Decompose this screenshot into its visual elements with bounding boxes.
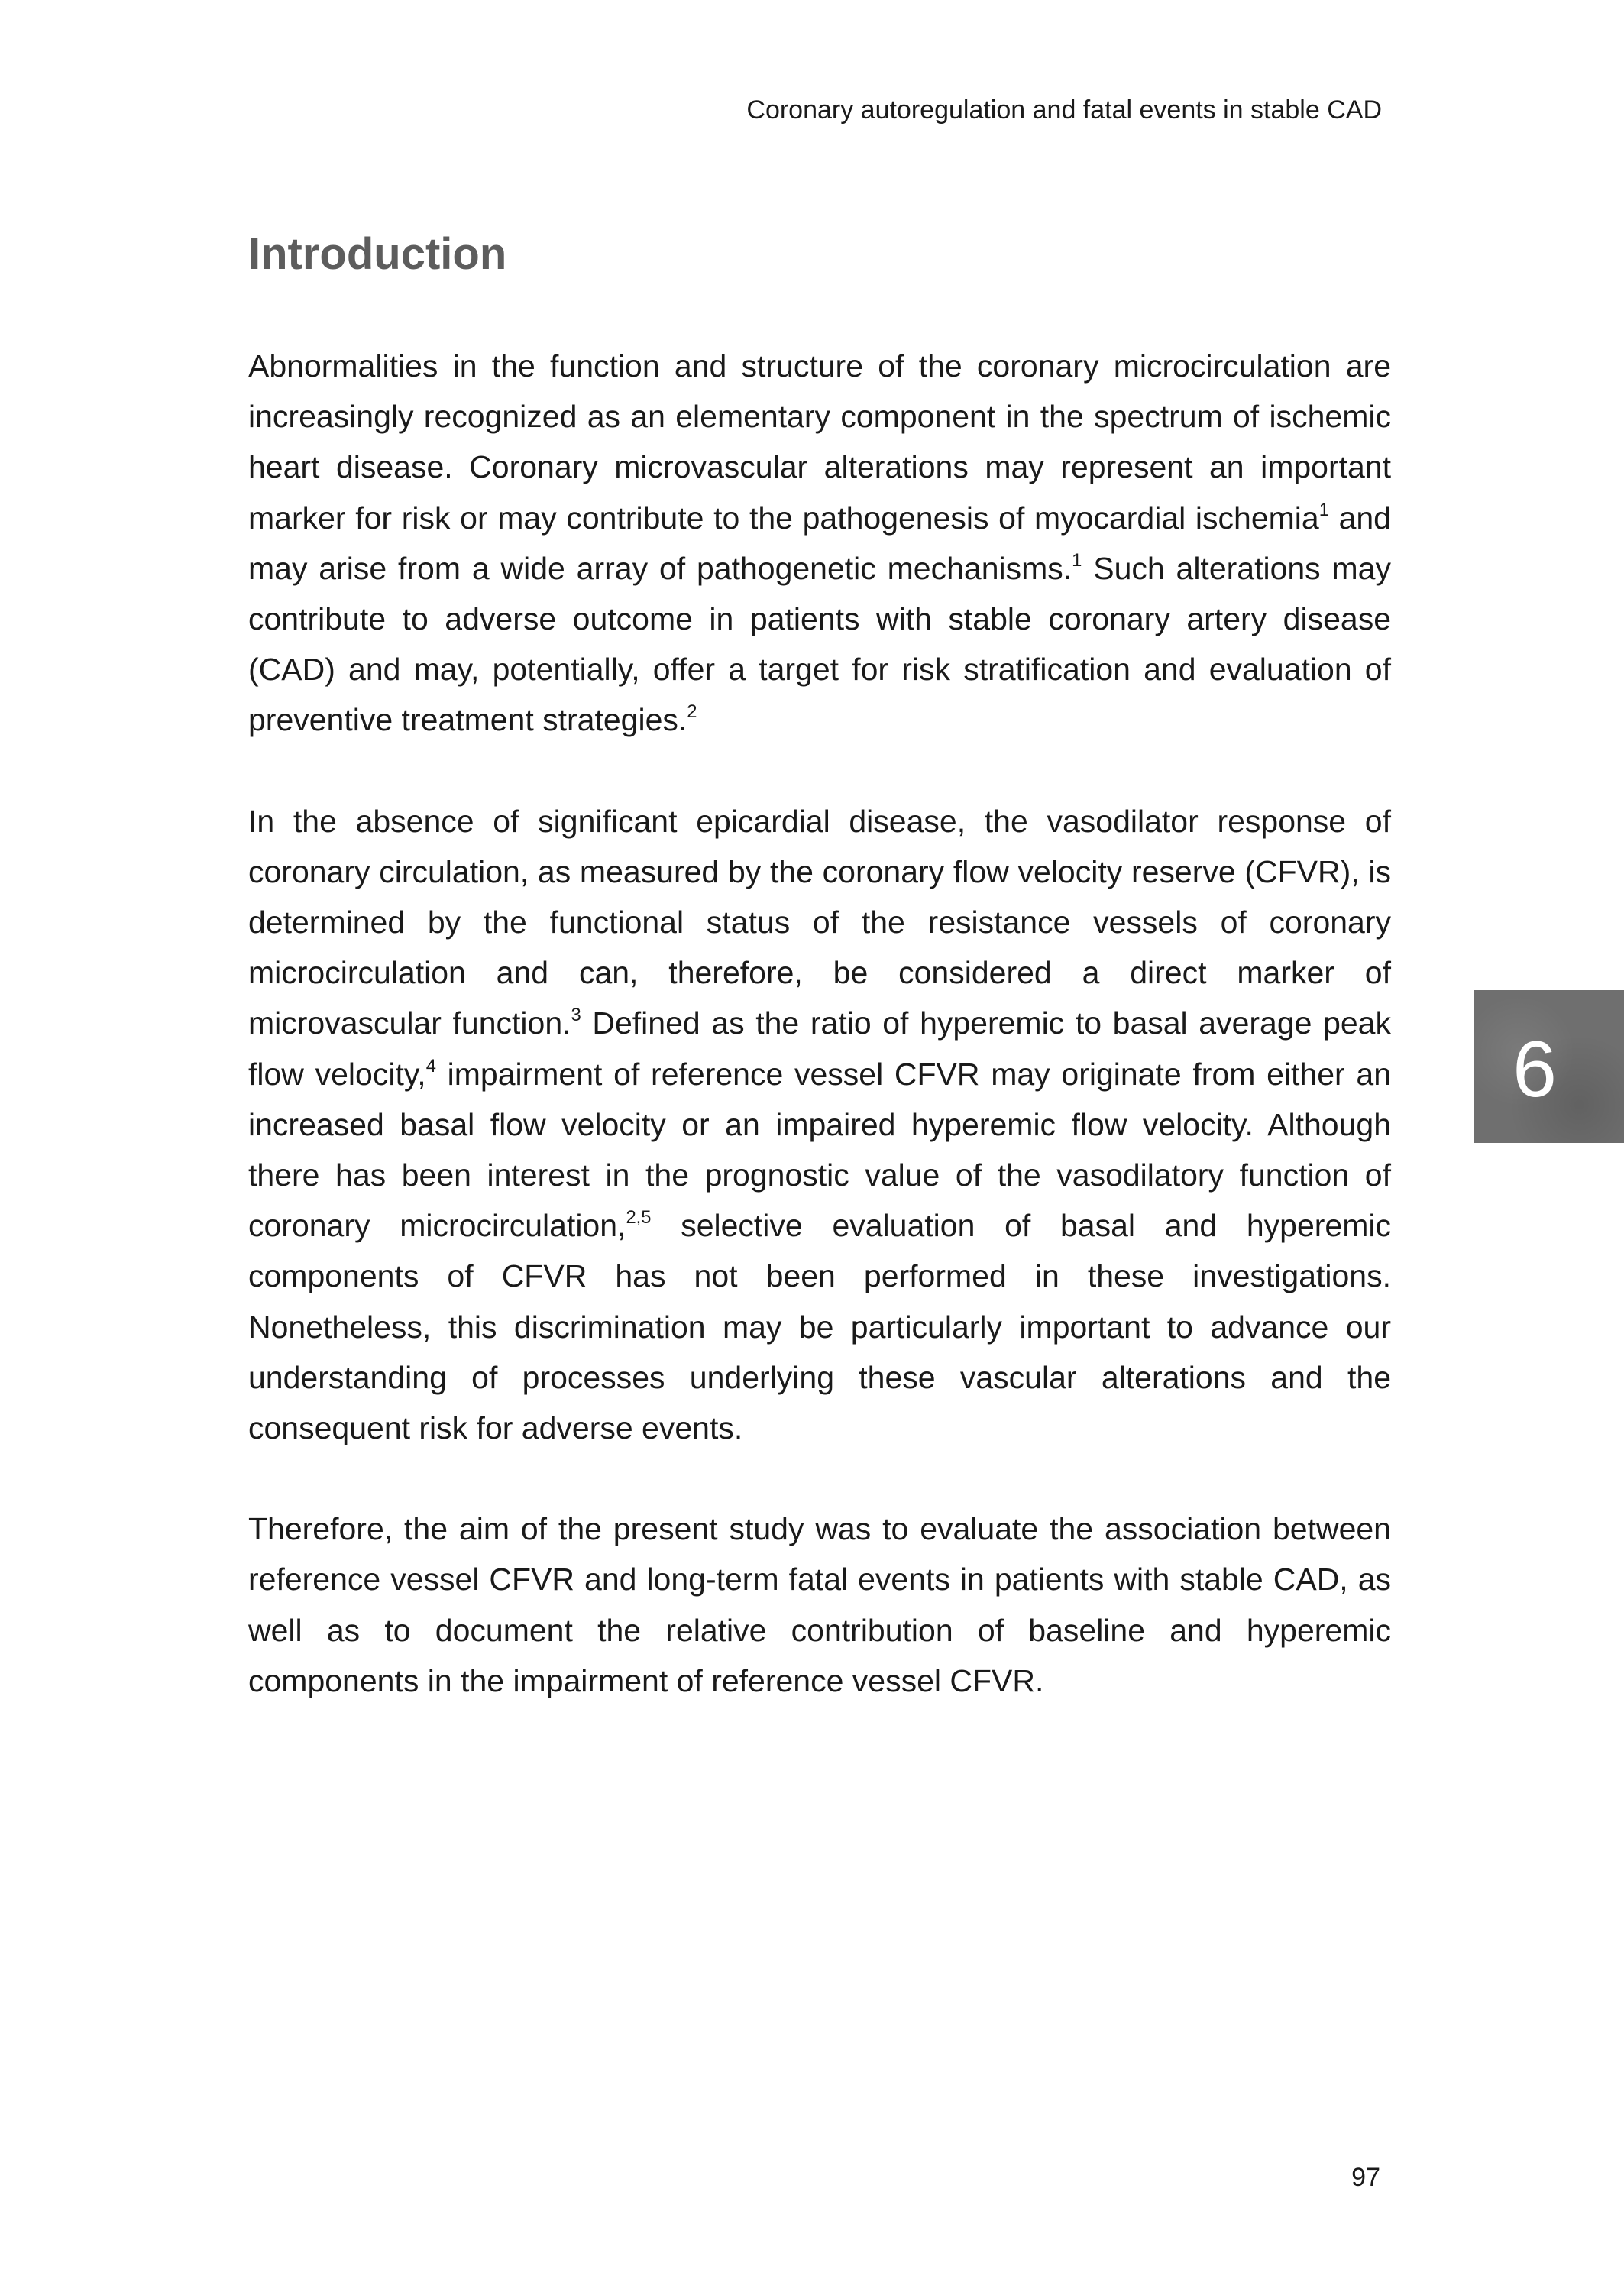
reference-superscript: 1	[1318, 499, 1329, 520]
paragraph-1-text-b: and may arise from a wide array of pathogenetic mechanisms.	[248, 500, 1391, 586]
paragraph-3-text: Therefore, the aim of the present study was to evaluate the association between reference vessel CFVR and long-term fatal events in patients with stable CAD, as well as to document the relative contribution of baseline and hyperemic components in the impairment of reference vessel CFVR.	[248, 1511, 1391, 1698]
chapter-tab	[1474, 990, 1624, 1143]
paragraph-1-text-a: Abnormalities in the function and structure of the coronary microcirculation are increasingly recognized as an elementary component in the spectrum of ischemic heart disease. Coronary microvascular alterations may represent an important marker for risk or may contribute to the pathogenesis of myocardial ischemia	[248, 348, 1391, 536]
paragraph-3	[248, 1504, 1391, 1706]
chapter-number: 6	[1512, 1025, 1557, 1114]
paragraph-2-text-a: In the absence of significant epicardial disease, the vasodilator response of coronary circulation, as measured by the coronary flow velocity reserve (CFVR), is determined by the functional status of the resistance vessels of coronary microcirculation and can, therefore, be considered a direct marker of microvascular function.	[248, 803, 1391, 1041]
paragraph-2-text-c: impairment of reference vessel CFVR may originate from either an increased basal flow velocity or an impaired hyperemic flow velocity. Although there has been interest in the prognostic value of the vasodilatory function of coronary microcirculation,	[248, 1056, 1391, 1244]
reference-superscript: 2,5	[626, 1207, 652, 1229]
page-number: 97	[1351, 2163, 1380, 2192]
paragraph-2	[248, 796, 1391, 1454]
reference-superscript: 2	[687, 701, 697, 723]
paragraph-2-text-b: Defined as the ratio of hyperemic to basal average peak flow velocity,	[248, 1005, 1391, 1092]
paragraph-2-text-d: selective evaluation of basal and hyperemic components of CFVR has not been performed in these investigations. Nonetheless, this discrimination may be particularly important to advance our understanding of processes underlying these vascular alterations and the consequent risk for adverse events.	[248, 1208, 1391, 1446]
body-text	[248, 341, 1391, 1756]
paragraph-1	[248, 341, 1391, 746]
running-header: Coronary autoregulation and fatal events in stable CAD	[746, 96, 1382, 125]
reference-superscript: 4	[425, 1055, 436, 1076]
reference-superscript: 3	[571, 1005, 581, 1026]
paragraph-1-text-c: Such alterations may contribute to adverse outcome in patients with stable coronary artery disease (CAD) and may, potentially, offer a target for risk stratification and evaluation of preventive treatment strategies.	[248, 550, 1391, 738]
section-title: Introduction	[248, 229, 507, 279]
reference-superscript: 1	[1072, 549, 1082, 571]
